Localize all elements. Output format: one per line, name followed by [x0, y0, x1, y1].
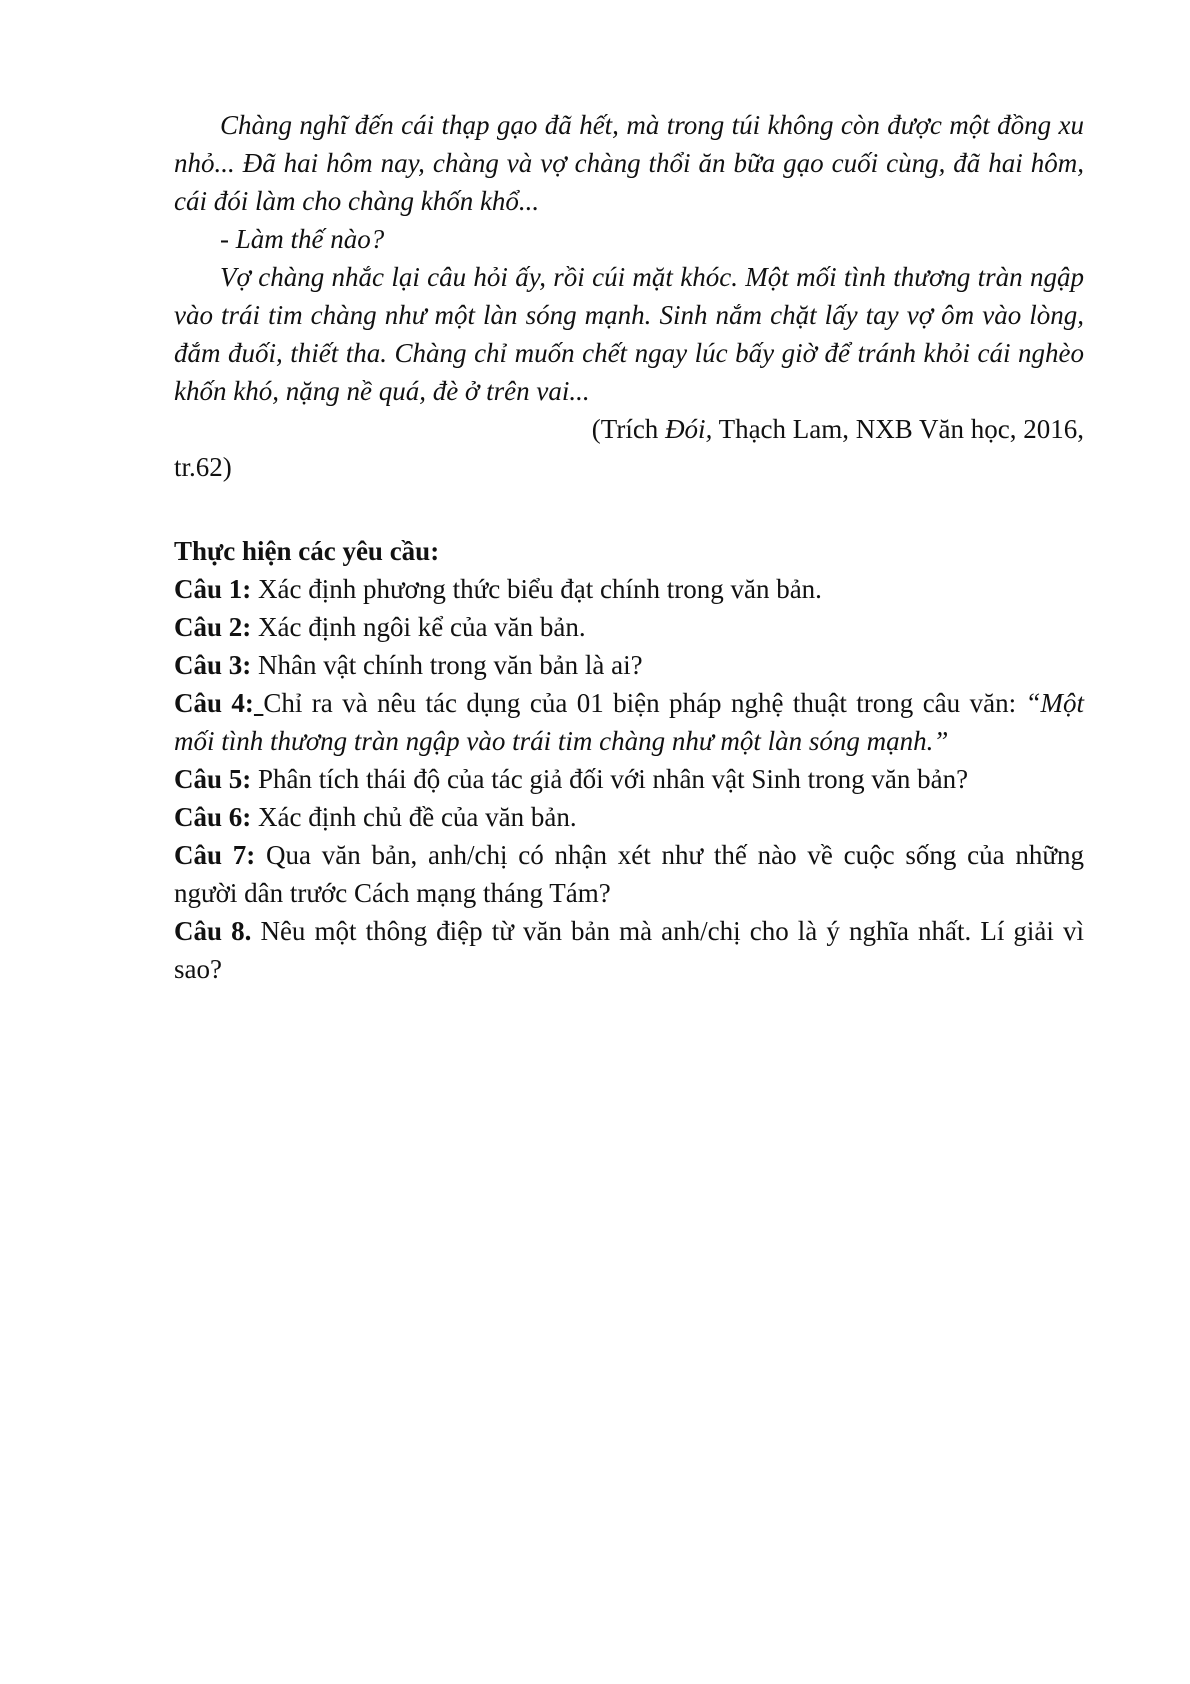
question-text: Xác định ngôi kể của văn bản.	[251, 612, 586, 642]
underline-gap	[254, 688, 263, 718]
question-item	[174, 608, 1084, 646]
question-text: Xác định chủ đề của văn bản.	[251, 802, 577, 832]
question-text: Xác định phương thức biểu đạt chính trong văn bản.	[251, 574, 822, 604]
question-text: Qua văn bản, anh/chị có nhận xét như thế nào về cuộc sống của những người dân trước Cách mạng tháng Tám?	[174, 840, 1084, 908]
work-title: Đói,	[665, 414, 713, 444]
task-heading: Thực hiện các yêu cầu:	[174, 536, 440, 566]
question-text: Nêu một thông điệp từ văn bản mà anh/chị cho là ý nghĩa nhất. Lí giải vì sao?	[174, 916, 1084, 984]
question-item	[174, 760, 1084, 798]
document-page	[174, 106, 1084, 988]
passage-paragraph: Chàng nghĩ đến cái thạp gạo đã hết, mà trong túi không còn được một đồng xu nhỏ... Đã hai hôm nay, chàng và vợ chàng thổi ăn bữa gạo cuối cùng, đã hai hôm, cái đói làm cho chàng khốn khổ...	[174, 110, 1084, 216]
task-section	[174, 532, 1084, 988]
citation-line: (Trích Đói, Thạch Lam, NXB Văn học, 2016,	[591, 414, 1084, 444]
question-label: Câu 7:	[174, 840, 256, 870]
question-quote: “Một mối tình thương tràn ngập vào trái tim chàng như một làn sóng mạnh.”	[174, 688, 1085, 756]
question-text: Nhân vật chính trong văn bản là ai?	[251, 650, 643, 680]
question-text: Chỉ ra và nêu tác dụng của 01 biện pháp nghệ thuật trong câu văn:	[263, 688, 1026, 718]
passage-paragraph: Vợ chàng nhắc lại câu hỏi ấy, rồi cúi mặt khóc. Một mối tình thương tràn ngập vào trái tim chàng như một làn sóng mạnh. Sinh nắm chặt lấy tay vợ ôm vào lòng, đắm đuối, thiết tha. Chàng chỉ muốn chết ngay lúc bấy giờ để tránh khỏi cái nghèo khốn khó, nặng nề quá, đè ở trên vai...	[174, 262, 1084, 406]
question-item	[174, 570, 1084, 608]
question-item	[174, 798, 1084, 836]
question-label: Câu 4:	[174, 688, 254, 718]
source-citation	[174, 410, 1084, 486]
question-item	[174, 646, 1084, 684]
question-text: Phân tích thái độ của tác giả đối với nhân vật Sinh trong văn bản?	[251, 764, 969, 794]
question-item	[174, 836, 1084, 912]
question-label: Câu 2:	[174, 612, 252, 642]
excerpt-passage	[174, 106, 1084, 410]
question-item	[174, 912, 1084, 988]
question-item	[174, 684, 1084, 760]
question-label: Câu 5:	[174, 764, 252, 794]
question-label: Câu 8.	[174, 916, 252, 946]
citation-page: tr.62)	[174, 452, 232, 482]
passage-dialogue: - Làm thế nào?	[220, 224, 385, 254]
question-label: Câu 1:	[174, 574, 252, 604]
question-label: Câu 3:	[174, 650, 252, 680]
question-label: Câu 6:	[174, 802, 252, 832]
